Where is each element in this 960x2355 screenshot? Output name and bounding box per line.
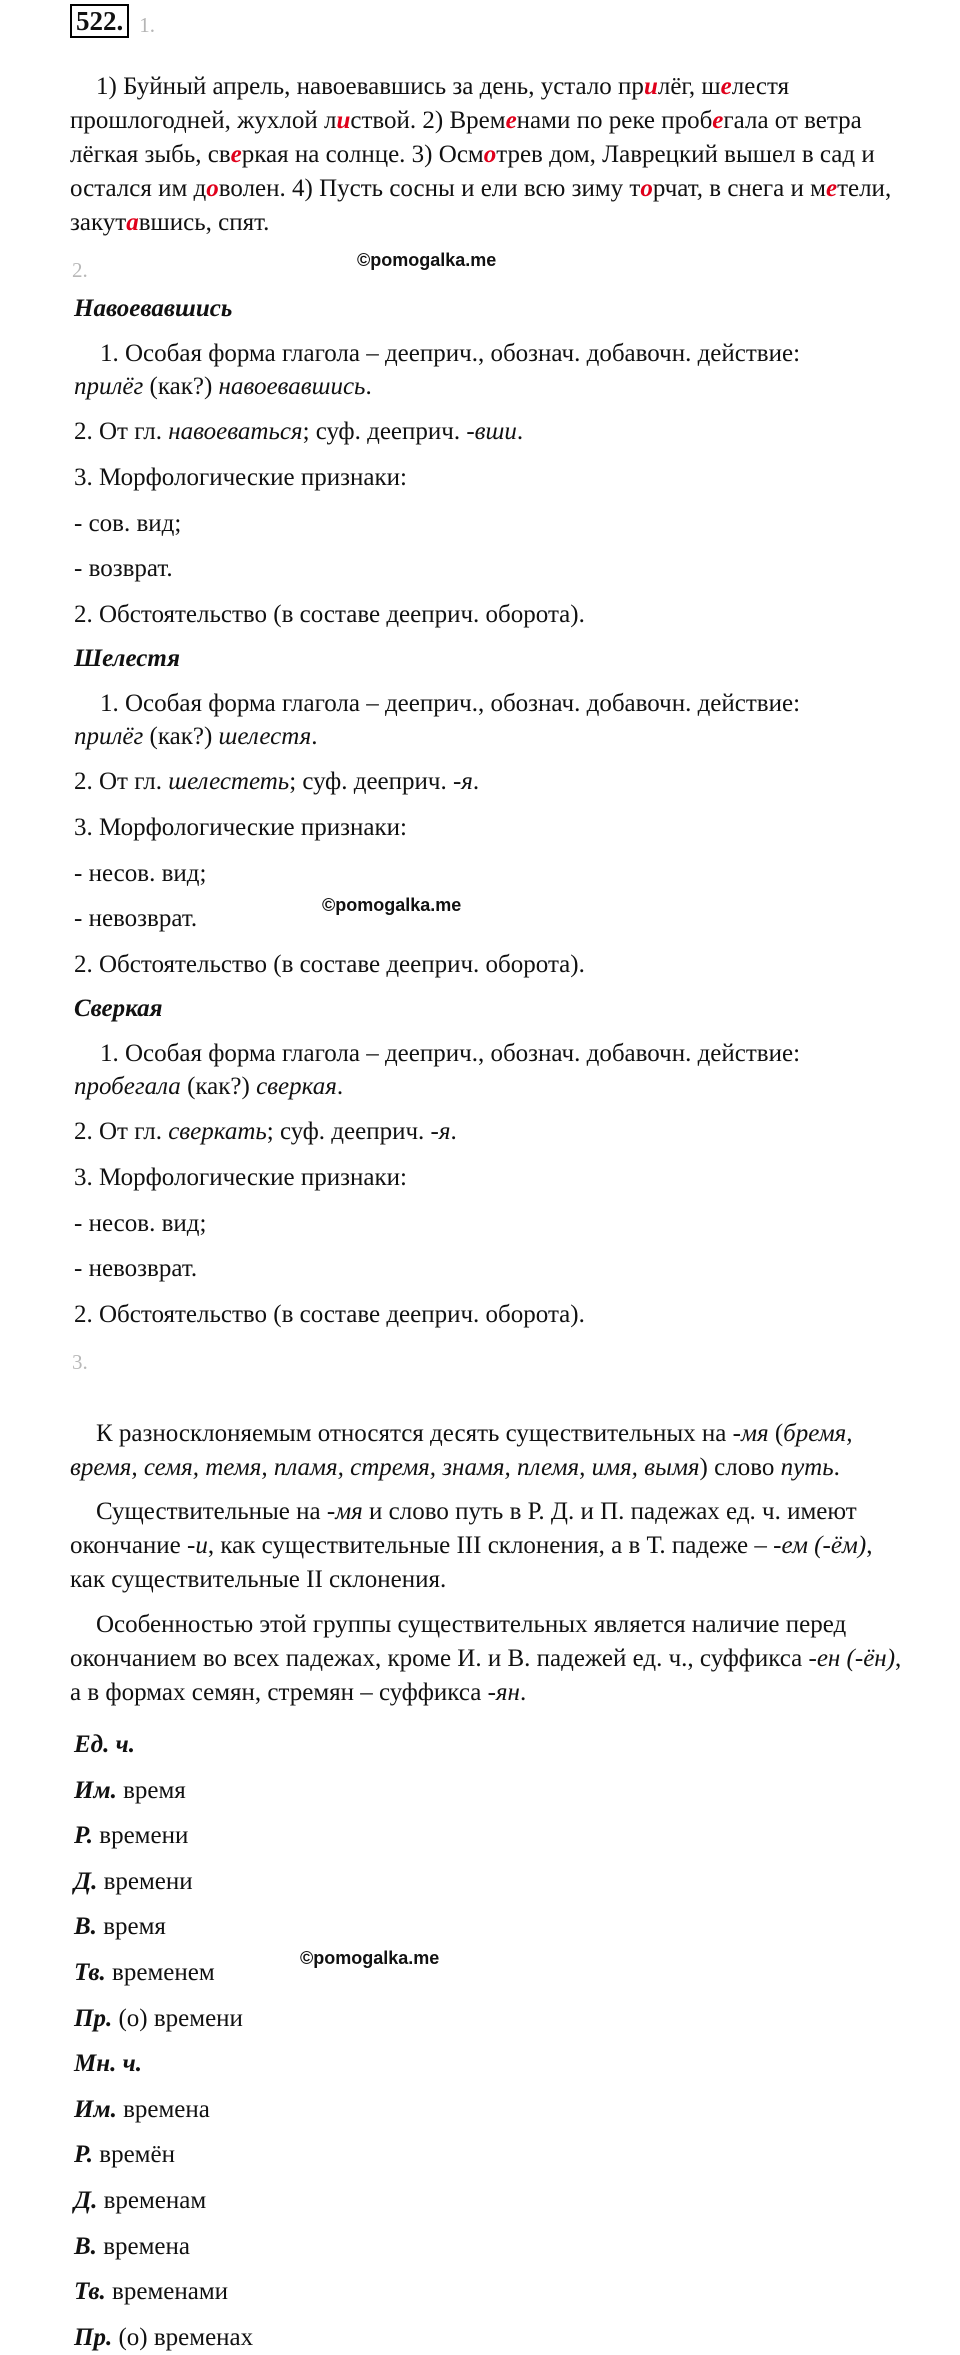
parse-line-1: 1. Особая форма глагола – дееприч., обознач. добавочн. действие: — [100, 1040, 801, 1067]
parse-l6: - невозврат. — [74, 905, 198, 932]
parse-line-1: 1. Особая форма глагола – дееприч., обознач. добавочн. действие: — [100, 690, 801, 717]
parse-line-1: 1. Особая форма глагола – дееприч., обознач. добавочн. действие: — [100, 340, 801, 367]
case-label: Д. — [74, 2187, 98, 2214]
parse-line-3: 2. От гл. навоеваться; суф. дееприч. -вши. — [74, 418, 524, 445]
case-form: временем — [105, 1959, 215, 1986]
italic-term: сверкать — [168, 1118, 267, 1145]
declension-row — [74, 1774, 186, 1808]
case-label: Д. — [74, 1867, 98, 1895]
declension-row — [74, 1956, 215, 1990]
declension-row — [74, 1819, 188, 1853]
case-form: (о) временах — [112, 2323, 254, 2351]
parse-l5: - сов. вид; — [74, 509, 182, 537]
italic-term: мя — [335, 1498, 363, 1525]
case-form: времена — [96, 2232, 190, 2260]
parse-l4: 3. Морфологические признаки: — [74, 464, 407, 491]
italic-term: прилёг — [74, 723, 144, 750]
section-3-paragraph-2: Существительные на -мя и слово путь в Р. Д. и П. падежах ед. ч. имеют окончание -и, как существительные III склонения, а в Т. падеже – -ем (-ём), как существительные II склонения. — [70, 1498, 873, 1593]
parse-l7: 2. Обстоятельство (в составе дееприч. оборота). — [74, 1300, 585, 1328]
italic-term: мя — [740, 1420, 769, 1447]
parse-l7: 2. Обстоятельство (в составе дееприч. оборота). — [74, 600, 585, 628]
case-form: (о) времени — [112, 2004, 243, 2032]
parse-line-2: прилёг (как?) шелестя. — [74, 723, 318, 750]
case-label: Р. — [74, 1822, 94, 1850]
italic-term: шелестеть — [168, 768, 290, 795]
case-form: времени — [97, 1867, 193, 1895]
italic-term: сверкая — [256, 1073, 337, 1100]
highlighted-letter: о — [206, 175, 219, 202]
case-label: Тв. — [74, 2278, 106, 2306]
declension-row — [74, 2002, 243, 2036]
section-3-mark: 3. — [72, 1350, 88, 1374]
declension-row — [74, 2321, 253, 2355]
declension-row — [74, 1865, 193, 1899]
watermark: ©pomogalka.me — [357, 250, 497, 270]
case-label: Мн. ч. — [74, 2050, 142, 2078]
italic-term: бремя, время, семя, темя, пламя, стремя, знамя, племя, имя, вымя — [70, 1420, 853, 1481]
italic-term: я — [461, 768, 473, 795]
section-3-paragraph-1: К разносклоняемым относятся десять существительных на -мя (бремя, время, семя, темя, пламя, стремя, знамя, племя, имя, вымя) слово путь. — [70, 1420, 853, 1481]
italic-term: ем (-ём) — [781, 1532, 867, 1559]
italic-term: я — [438, 1118, 451, 1145]
italic-term: ян — [495, 1679, 520, 1706]
parse-l4: 3. Морфологические признаки: — [74, 814, 407, 841]
parse-l7: 2. Обстоятельство (в составе дееприч. оборота). — [74, 950, 585, 978]
case-label: В. — [74, 2232, 97, 2260]
case-form: времён — [93, 2141, 175, 2169]
case-label: Им. — [74, 1776, 117, 1804]
watermark: ©pomogalka.me — [322, 895, 462, 915]
case-label: Пр. — [74, 2004, 113, 2032]
italic-term: навоеваться — [168, 418, 303, 445]
section-1-mark: 1. — [139, 13, 155, 37]
italic-term: вши — [474, 418, 517, 445]
declension-row — [74, 2138, 175, 2172]
declension-row — [74, 2184, 206, 2218]
highlighted-letter: о — [483, 141, 497, 168]
watermark: ©pomogalka.me — [300, 1948, 440, 1968]
declension-row — [74, 1910, 166, 1944]
highlighted-letter: е — [230, 141, 242, 168]
case-form: временам — [97, 2187, 207, 2214]
section-3-paragraph-3: Особенностью этой группы существительных является наличие перед окончанием во всех падежах, кроме И. и В. падежей ед. ч., суффикса -ен (-ён), а в формах семян, стремян – суффикса -ян. — [70, 1611, 902, 1706]
highlighted-letter: е — [825, 175, 838, 202]
highlighted-letter: и — [336, 107, 351, 134]
section-1-text: 1) Буйный апрель, навоевавшись за день, устало прилёг, шелестя прошлогодней, жухлой листвой. 2) Временами по реке пробегала от ветра лёгкая зыбь, сверкая на солнце. 3) Осмотрев дом, Лаврецкий вышел в сад и остался им доволен. 4) Пусть сосны и ели всю зиму торчат, в снега и метели, закутавшись, спят. — [70, 73, 892, 236]
italic-term: шелестя — [218, 723, 312, 750]
parse-title: Сверкая — [74, 995, 163, 1022]
parse-title: Шелестя — [74, 645, 180, 672]
case-label: В. — [74, 1913, 97, 1941]
italic-term: пробегала — [74, 1073, 181, 1100]
case-label: Им. — [74, 2095, 117, 2123]
case-label: Р. — [74, 2141, 94, 2169]
parse-line-3: 2. От гл. шелестеть; суф. дееприч. -я. — [74, 768, 480, 795]
case-form: времени — [93, 1822, 189, 1850]
highlighted-letter: е — [505, 107, 517, 134]
parse-line-3: 2. От гл. сверкать; суф. дееприч. -я. — [74, 1118, 457, 1145]
italic-term: прилёг — [74, 373, 144, 400]
declension-row — [74, 2275, 228, 2309]
parse-line-2: прилёг (как?) навоевавшись. — [74, 373, 372, 400]
case-label: Тв. — [74, 1959, 106, 1986]
highlighted-letter: е — [720, 73, 732, 100]
italic-term: ен (-ён) — [816, 1645, 896, 1672]
declension-row — [74, 2093, 210, 2127]
italic-term: и — [195, 1532, 208, 1559]
italic-term: путь — [780, 1454, 834, 1481]
plural-label — [74, 2047, 142, 2081]
italic-term: навоевавшись — [218, 373, 366, 400]
case-form: время — [116, 1776, 186, 1804]
highlighted-letter: е — [712, 107, 724, 134]
section-2-mark: 2. — [72, 258, 88, 282]
parse-l6: - невозврат. — [74, 1255, 198, 1282]
highlighted-letter: о — [640, 175, 653, 202]
case-label: Ед. ч. — [74, 1731, 135, 1758]
case-label: Пр. — [74, 2323, 113, 2351]
declension-row — [74, 2230, 190, 2264]
highlighted-letter: а — [126, 209, 139, 236]
case-form: время — [96, 1913, 166, 1941]
parse-l5: - несов. вид; — [74, 859, 207, 887]
case-form: временами — [105, 2278, 229, 2306]
highlighted-letter: и — [643, 73, 658, 100]
parse-title: Навоевавшись — [74, 295, 233, 322]
case-form: времена — [116, 2095, 210, 2123]
singular-label — [74, 1728, 135, 1762]
parse-l6: - возврат. — [74, 555, 173, 582]
parse-l4: 3. Морфологические признаки: — [74, 1164, 407, 1191]
parse-l5: - несов. вид; — [74, 1209, 207, 1237]
parse-line-2: пробегала (как?) сверкая. — [74, 1073, 344, 1100]
exercise-number: 522. — [70, 4, 129, 38]
exercise-header — [70, 4, 155, 38]
